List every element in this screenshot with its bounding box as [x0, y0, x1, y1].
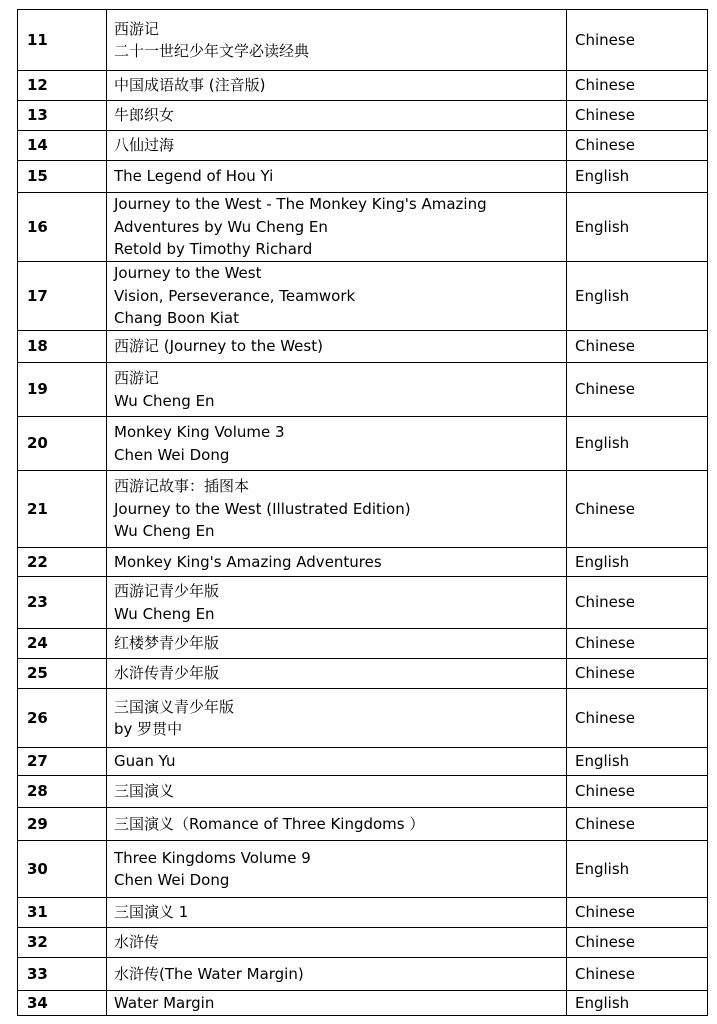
- book-title-cell: [107, 991, 567, 1016]
- language-cell: English: [567, 193, 708, 262]
- book-title-line: 西游记: [114, 369, 160, 387]
- book-title-cell: [107, 131, 567, 161]
- book-title-line: 三国演义 1: [114, 903, 189, 922]
- book-list-table: [17, 9, 708, 1016]
- book-title-line: 红楼梦青少年版: [114, 634, 220, 653]
- book-title-line: Chen Wei Dong: [114, 445, 230, 464]
- language-cell: Chinese: [567, 629, 708, 659]
- row-number-cell: 26: [18, 689, 107, 748]
- book-title-cell: [107, 331, 567, 363]
- row-number-cell: 18: [18, 331, 107, 363]
- language-cell: Chinese: [567, 71, 708, 101]
- language-cell: English: [567, 841, 708, 898]
- table-row: [18, 689, 708, 748]
- table-row: [18, 629, 708, 659]
- table-row: [18, 71, 708, 101]
- book-title-line: Chang Boon Kiat: [114, 309, 239, 328]
- table-row: [18, 748, 708, 776]
- book-title-line: Journey to the West: [114, 264, 262, 283]
- book-title-line: 三国演义青少年版: [114, 697, 235, 716]
- book-title-line: by 罗贯中: [114, 720, 183, 738]
- book-title-cell: [107, 928, 567, 958]
- book-title-line: 三国演义（Romance of Three Kingdoms ）: [114, 814, 425, 833]
- book-title-line: The Legend of Hou Yi: [114, 167, 274, 186]
- language-cell: Chinese: [567, 10, 708, 71]
- language-cell: Chinese: [567, 101, 708, 131]
- language-cell: Chinese: [567, 331, 708, 363]
- book-title-line: 西游记故事：插图本: [114, 477, 250, 496]
- book-title-line: 西游记 (Journey to the West): [114, 337, 323, 356]
- book-title-cell: [107, 101, 567, 131]
- book-title-cell: [107, 748, 567, 776]
- row-number-cell: 32: [18, 928, 107, 958]
- table-row: [18, 471, 708, 548]
- row-number-cell: 24: [18, 629, 107, 659]
- book-title-line: Water Margin: [114, 993, 215, 1012]
- table-row: [18, 363, 708, 417]
- book-title-line: Vision, Perseverance, Teamwork: [114, 286, 356, 305]
- book-title-line: Wu Cheng En: [114, 522, 215, 541]
- language-cell: Chinese: [567, 363, 708, 417]
- row-number-cell: 34: [18, 991, 107, 1016]
- book-title-line: Retold by Timothy Richard: [114, 240, 313, 259]
- row-number-cell: 22: [18, 548, 107, 577]
- book-title-cell: [107, 689, 567, 748]
- table-row: [18, 898, 708, 928]
- row-number-cell: 30: [18, 841, 107, 898]
- language-cell: English: [567, 161, 708, 193]
- book-title-cell: [107, 193, 567, 262]
- row-number-cell: 12: [18, 71, 107, 101]
- table-row: [18, 193, 708, 262]
- language-cell: English: [567, 417, 708, 471]
- book-title-line: Wu Cheng En: [114, 391, 215, 410]
- row-number-cell: 27: [18, 748, 107, 776]
- table-row: [18, 577, 708, 629]
- book-title-cell: [107, 577, 567, 629]
- book-title-cell: [107, 548, 567, 577]
- book-title-cell: [107, 629, 567, 659]
- table-row: [18, 262, 708, 331]
- book-title-cell: [107, 898, 567, 928]
- table-row: [18, 331, 708, 363]
- row-number-cell: 31: [18, 898, 107, 928]
- book-title-line: Adventures by Wu Cheng En: [114, 217, 328, 236]
- book-title-cell: [107, 363, 567, 417]
- book-title-cell: [107, 776, 567, 808]
- book-title-line: 三国演义: [114, 782, 175, 801]
- table-row: [18, 991, 708, 1016]
- language-cell: English: [567, 262, 708, 331]
- table-row: [18, 841, 708, 898]
- language-cell: Chinese: [567, 808, 708, 841]
- row-number-cell: 19: [18, 363, 107, 417]
- book-title-line: 西游记青少年版: [114, 582, 220, 600]
- row-number-cell: 29: [18, 808, 107, 841]
- row-number-cell: 17: [18, 262, 107, 331]
- row-number-cell: 23: [18, 577, 107, 629]
- table-row: [18, 161, 708, 193]
- language-cell: English: [567, 548, 708, 577]
- book-title-line: Chen Wei Dong: [114, 871, 230, 889]
- language-cell: Chinese: [567, 659, 708, 689]
- row-number-cell: 28: [18, 776, 107, 808]
- row-number-cell: 16: [18, 193, 107, 262]
- row-number-cell: 13: [18, 101, 107, 131]
- book-title-line: 八仙过海: [114, 136, 175, 155]
- row-number-cell: 33: [18, 958, 107, 991]
- row-number-cell: 11: [18, 10, 107, 71]
- book-title-cell: [107, 841, 567, 898]
- book-title-cell: [107, 262, 567, 331]
- book-title-line: Monkey King's Amazing Adventures: [114, 552, 382, 571]
- book-title-line: Three Kingdoms Volume 9: [114, 848, 311, 867]
- book-title-line: Journey to the West - The Monkey King's Amazing: [114, 195, 487, 214]
- table-row: [18, 659, 708, 689]
- table-row: [18, 417, 708, 471]
- book-title-line: 牛郎织女: [114, 106, 175, 125]
- row-number-cell: 21: [18, 471, 107, 548]
- language-cell: Chinese: [567, 131, 708, 161]
- table-row: [18, 776, 708, 808]
- language-cell: Chinese: [567, 776, 708, 808]
- book-title-line: Journey to the West (Illustrated Edition): [114, 499, 411, 518]
- table-body: [18, 10, 708, 1016]
- book-title-cell: [107, 958, 567, 991]
- language-cell: Chinese: [567, 958, 708, 991]
- table-row: [18, 101, 708, 131]
- table-row: [18, 548, 708, 577]
- book-title-line: 水浒传(The Water Margin): [114, 964, 304, 983]
- table-row: [18, 808, 708, 841]
- book-title-line: 西游记: [114, 19, 160, 38]
- table-row: [18, 958, 708, 991]
- language-cell: Chinese: [567, 471, 708, 548]
- book-title-cell: [107, 471, 567, 548]
- book-title-cell: [107, 161, 567, 193]
- table-row: [18, 928, 708, 958]
- book-title-cell: [107, 71, 567, 101]
- row-number-cell: 25: [18, 659, 107, 689]
- row-number-cell: 20: [18, 417, 107, 471]
- language-cell: English: [567, 748, 708, 776]
- book-title-cell: [107, 659, 567, 689]
- book-title-line: 水浒传: [114, 933, 160, 952]
- book-title-line: 中国成语故事 (注音版): [114, 76, 266, 95]
- book-title-cell: [107, 417, 567, 471]
- language-cell: Chinese: [567, 928, 708, 958]
- book-title-cell: [107, 808, 567, 841]
- book-title-line: Guan Yu: [114, 752, 176, 771]
- table-row: [18, 10, 708, 71]
- row-number-cell: 14: [18, 131, 107, 161]
- language-cell: English: [567, 991, 708, 1016]
- book-title-line: 二十一世纪少年文学必读经典: [114, 42, 310, 60]
- table-row: [18, 131, 708, 161]
- row-number-cell: 15: [18, 161, 107, 193]
- book-title-line: Wu Cheng En: [114, 604, 215, 623]
- book-title-line: 水浒传青少年版: [114, 664, 220, 683]
- language-cell: Chinese: [567, 689, 708, 748]
- language-cell: Chinese: [567, 898, 708, 928]
- book-title-line: Monkey King Volume 3: [114, 423, 285, 441]
- book-title-cell: [107, 10, 567, 71]
- language-cell: Chinese: [567, 577, 708, 629]
